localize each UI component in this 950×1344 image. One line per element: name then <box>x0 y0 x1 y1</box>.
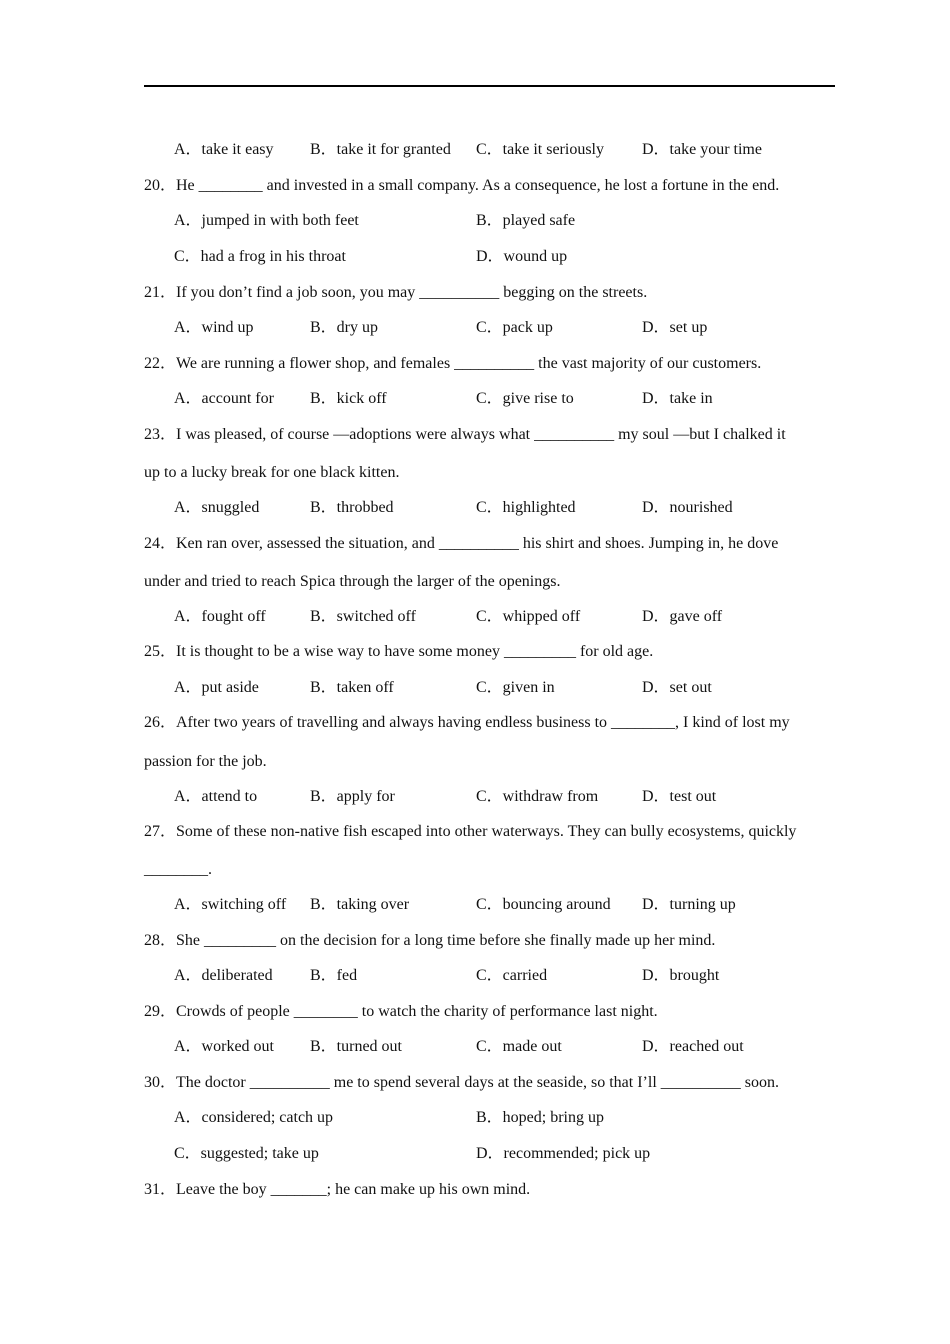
q27-stem-continued: ________. <box>144 861 212 878</box>
q20-stem: 20．He ________ and invested in a small company. As a consequence, he lost a fortune in the end. <box>144 177 780 194</box>
q23-option-c[interactable]: C．highlighted <box>476 499 576 516</box>
q30-option-b[interactable]: B．hoped; bring up <box>476 1109 604 1126</box>
q20-option-b[interactable]: B．played safe <box>476 212 576 229</box>
header-rule <box>144 85 835 87</box>
q19-option-a[interactable]: A．take it easy <box>174 141 274 158</box>
q20-option-a[interactable]: A．jumped in with both feet <box>174 212 359 229</box>
q26-stem: 26．After two years of travelling and always having endless business to ________, I kind of lost my <box>144 714 790 731</box>
q19-option-d[interactable]: D．take your time <box>642 141 762 158</box>
q30-option-c[interactable]: C．suggested; take up <box>174 1145 319 1162</box>
q24-option-b[interactable]: B．switched off <box>310 608 416 625</box>
q19-option-b[interactable]: B．take it for granted <box>310 141 451 158</box>
q28-option-c[interactable]: C．carried <box>476 967 548 984</box>
q24-stem-continued: under and tried to reach Spica through the larger of the openings. <box>144 573 561 590</box>
q21-option-d[interactable]: D．set up <box>642 319 708 336</box>
q29-option-d[interactable]: D．reached out <box>642 1038 744 1055</box>
q22-option-a[interactable]: A．account for <box>174 390 274 407</box>
q22-option-d[interactable]: D．take in <box>642 390 713 407</box>
q27-option-b[interactable]: B．taking over <box>310 896 410 913</box>
q19-option-c[interactable]: C．take it seriously <box>476 141 604 158</box>
q24-stem: 24．Ken ran over, assessed the situation, and __________ his shirt and shoes. Jumping in, he dove <box>144 535 779 552</box>
q23-stem-continued: up to a lucky break for one black kitten. <box>144 464 400 481</box>
q21-stem: 21．If you don’t find a job soon, you may __________ begging on the streets. <box>144 284 648 301</box>
q26-option-d[interactable]: D．test out <box>642 788 717 805</box>
q25-option-d[interactable]: D．set out <box>642 679 712 696</box>
q21-option-a[interactable]: A．wind up <box>174 319 254 336</box>
q29-stem: 29．Crowds of people ________ to watch the charity of performance last night. <box>144 1003 658 1020</box>
q28-option-b[interactable]: B．fed <box>310 967 358 984</box>
q24-option-a[interactable]: A．fought off <box>174 608 266 625</box>
q22-option-c[interactable]: C．give rise to <box>476 390 574 407</box>
q22-option-b[interactable]: B．kick off <box>310 390 387 407</box>
q27-option-c[interactable]: C．bouncing around <box>476 896 611 913</box>
q25-option-b[interactable]: B．taken off <box>310 679 394 696</box>
q26-option-b[interactable]: B．apply for <box>310 788 395 805</box>
q25-stem: 25．It is thought to be a wise way to have some money _________ for old age. <box>144 643 654 660</box>
q23-option-b[interactable]: B．throbbed <box>310 499 394 516</box>
q25-option-c[interactable]: C．given in <box>476 679 555 696</box>
q28-option-a[interactable]: A．deliberated <box>174 967 273 984</box>
q30-option-a[interactable]: A．considered; catch up <box>174 1109 334 1126</box>
q23-stem: 23．I was pleased, of course —adoptions were always what __________ my soul —but I chalked it <box>144 426 786 443</box>
q26-option-c[interactable]: C．withdraw from <box>476 788 599 805</box>
q29-option-a[interactable]: A．worked out <box>174 1038 274 1055</box>
q28-option-d[interactable]: D．brought <box>642 967 720 984</box>
q20-option-d[interactable]: D．wound up <box>476 248 568 265</box>
q27-option-d[interactable]: D．turning up <box>642 896 736 913</box>
q21-option-b[interactable]: B．dry up <box>310 319 379 336</box>
q24-option-c[interactable]: C．whipped off <box>476 608 581 625</box>
q27-option-a[interactable]: A．switching off <box>174 896 287 913</box>
q21-option-c[interactable]: C．pack up <box>476 319 553 336</box>
q26-stem-continued: passion for the job. <box>144 753 267 770</box>
q28-stem: 28．She _________ on the decision for a long time before she finally made up her mind. <box>144 932 716 949</box>
q27-stem: 27．Some of these non-native fish escaped into other waterways. They can bully ecosystems, quickly <box>144 823 797 840</box>
q29-option-c[interactable]: C．made out <box>476 1038 562 1055</box>
q26-option-a[interactable]: A．attend to <box>174 788 258 805</box>
q24-option-d[interactable]: D．gave off <box>642 608 723 625</box>
q31-stem: 31．Leave the boy _______; he can make up his own mind. <box>144 1181 531 1198</box>
q23-option-a[interactable]: A．snuggled <box>174 499 260 516</box>
q29-option-b[interactable]: B．turned out <box>310 1038 402 1055</box>
q25-option-a[interactable]: A．put aside <box>174 679 259 696</box>
q30-option-d[interactable]: D．recommended; pick up <box>476 1145 651 1162</box>
q22-stem: 22．We are running a flower shop, and females __________ the vast majority of our customers. <box>144 355 762 372</box>
q23-option-d[interactable]: D．nourished <box>642 499 733 516</box>
q20-option-c[interactable]: C．had a frog in his throat <box>174 248 346 265</box>
q30-stem: 30．The doctor __________ me to spend several days at the seaside, so that I’ll __________ soon. <box>144 1074 779 1091</box>
